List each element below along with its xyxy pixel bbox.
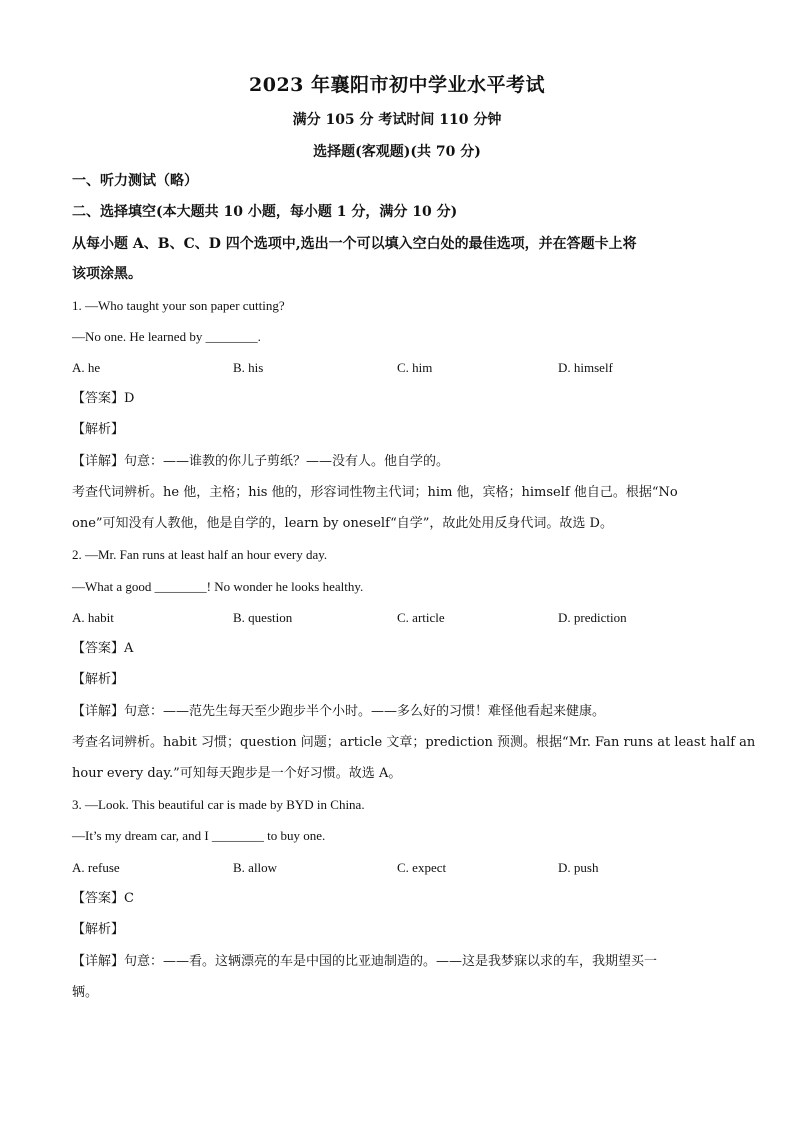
q1-option-b: B. his: [233, 360, 264, 375]
q3-response: —It’s my dream car, and I ________ to buy one.: [72, 828, 326, 843]
q2-option-d: D. prediction: [558, 610, 627, 625]
section-listening-heading: 一、听力测试（略）: [72, 173, 198, 189]
q1-option-d: D. himself: [558, 360, 613, 375]
q2-detail-line-2: 考查名词辨析。habit 习惯；question 问题；article 文章；prediction 预测。根据“Mr. Fan runs at least half an: [72, 735, 756, 750]
q3-answer: 【答案】C: [72, 891, 134, 906]
q2-option-c: C. article: [397, 610, 445, 625]
q2-option-a: A. habit: [72, 610, 114, 625]
q3-option-d: D. push: [558, 860, 599, 875]
q1-prompt: 1. —Who taught your son paper cutting?: [72, 298, 285, 313]
q2-analysis-label: 【解析】: [72, 672, 125, 687]
q3-option-a: A. refuse: [72, 860, 120, 875]
q1-analysis-label: 【解析】: [72, 422, 125, 437]
q3-detail-line-1: 【详解】句意：——看。这辆漂亮的车是中国的比亚迪制造的。——这是我梦寐以求的车，我期望买一: [72, 954, 658, 969]
q3-prompt: 3. —Look. This beautiful car is made by BYD in China.: [72, 797, 365, 812]
q2-detail-line-1: 【详解】句意：——范先生每天至少跑步半个小时。——多么好的习惯！难怪他看起来健康。: [72, 704, 606, 719]
exam-title: 2023 年襄阳市初中学业水平考试: [249, 74, 545, 96]
q1-option-a: A. he: [72, 360, 101, 375]
q2-response: —What a good ________! No wonder he looks healthy.: [72, 579, 364, 594]
q1-detail-line-1: 【详解】句意：——谁教的你儿子剪纸？——没有人。他自学的。: [72, 454, 450, 469]
q2-detail-line-3: hour every day.”可知每天跑步是一个好习惯。故选 A。: [72, 766, 402, 781]
q2-answer: 【答案】A: [72, 641, 134, 656]
q3-analysis-label: 【解析】: [72, 922, 125, 937]
q2-prompt: 2. —Mr. Fan runs at least half an hour every day.: [72, 547, 328, 562]
q3-detail-line-2: 辆。: [72, 985, 99, 1000]
instruction-line-1: 从每小题 A、B、C、D 四个选项中,选出一个可以填入空白处的最佳选项，并在答题卡上将: [72, 236, 637, 252]
q1-answer: 【答案】D: [72, 391, 135, 406]
section-choice-heading: 二、选择填空(本大题共 10 小题，每小题 1 分，满分 10 分): [72, 204, 458, 220]
q3-option-c: C. expect: [397, 860, 447, 875]
instruction-line-2: 该项涂黑。: [72, 266, 142, 282]
q1-detail-line-2: 考查代词辨析。he 他，主格；his 他的，形容词性物主代词；him 他，宾格；himself 他自己。根据“No: [72, 485, 678, 500]
q3-option-b: B. allow: [233, 860, 278, 875]
section-type-line: 选择题(客观题)(共 70 分): [313, 144, 481, 160]
q1-detail-line-3: one”可知没有人教他，他是自学的，learn by oneself“自学”，故此处用反身代词。故选 D。: [72, 516, 613, 531]
q1-response: —No one. He learned by ________.: [72, 329, 261, 344]
score-time-line: 满分 105 分 考试时间 110 分钟: [292, 112, 502, 128]
q2-option-b: B. question: [233, 610, 293, 625]
q1-option-c: C. him: [397, 360, 433, 375]
